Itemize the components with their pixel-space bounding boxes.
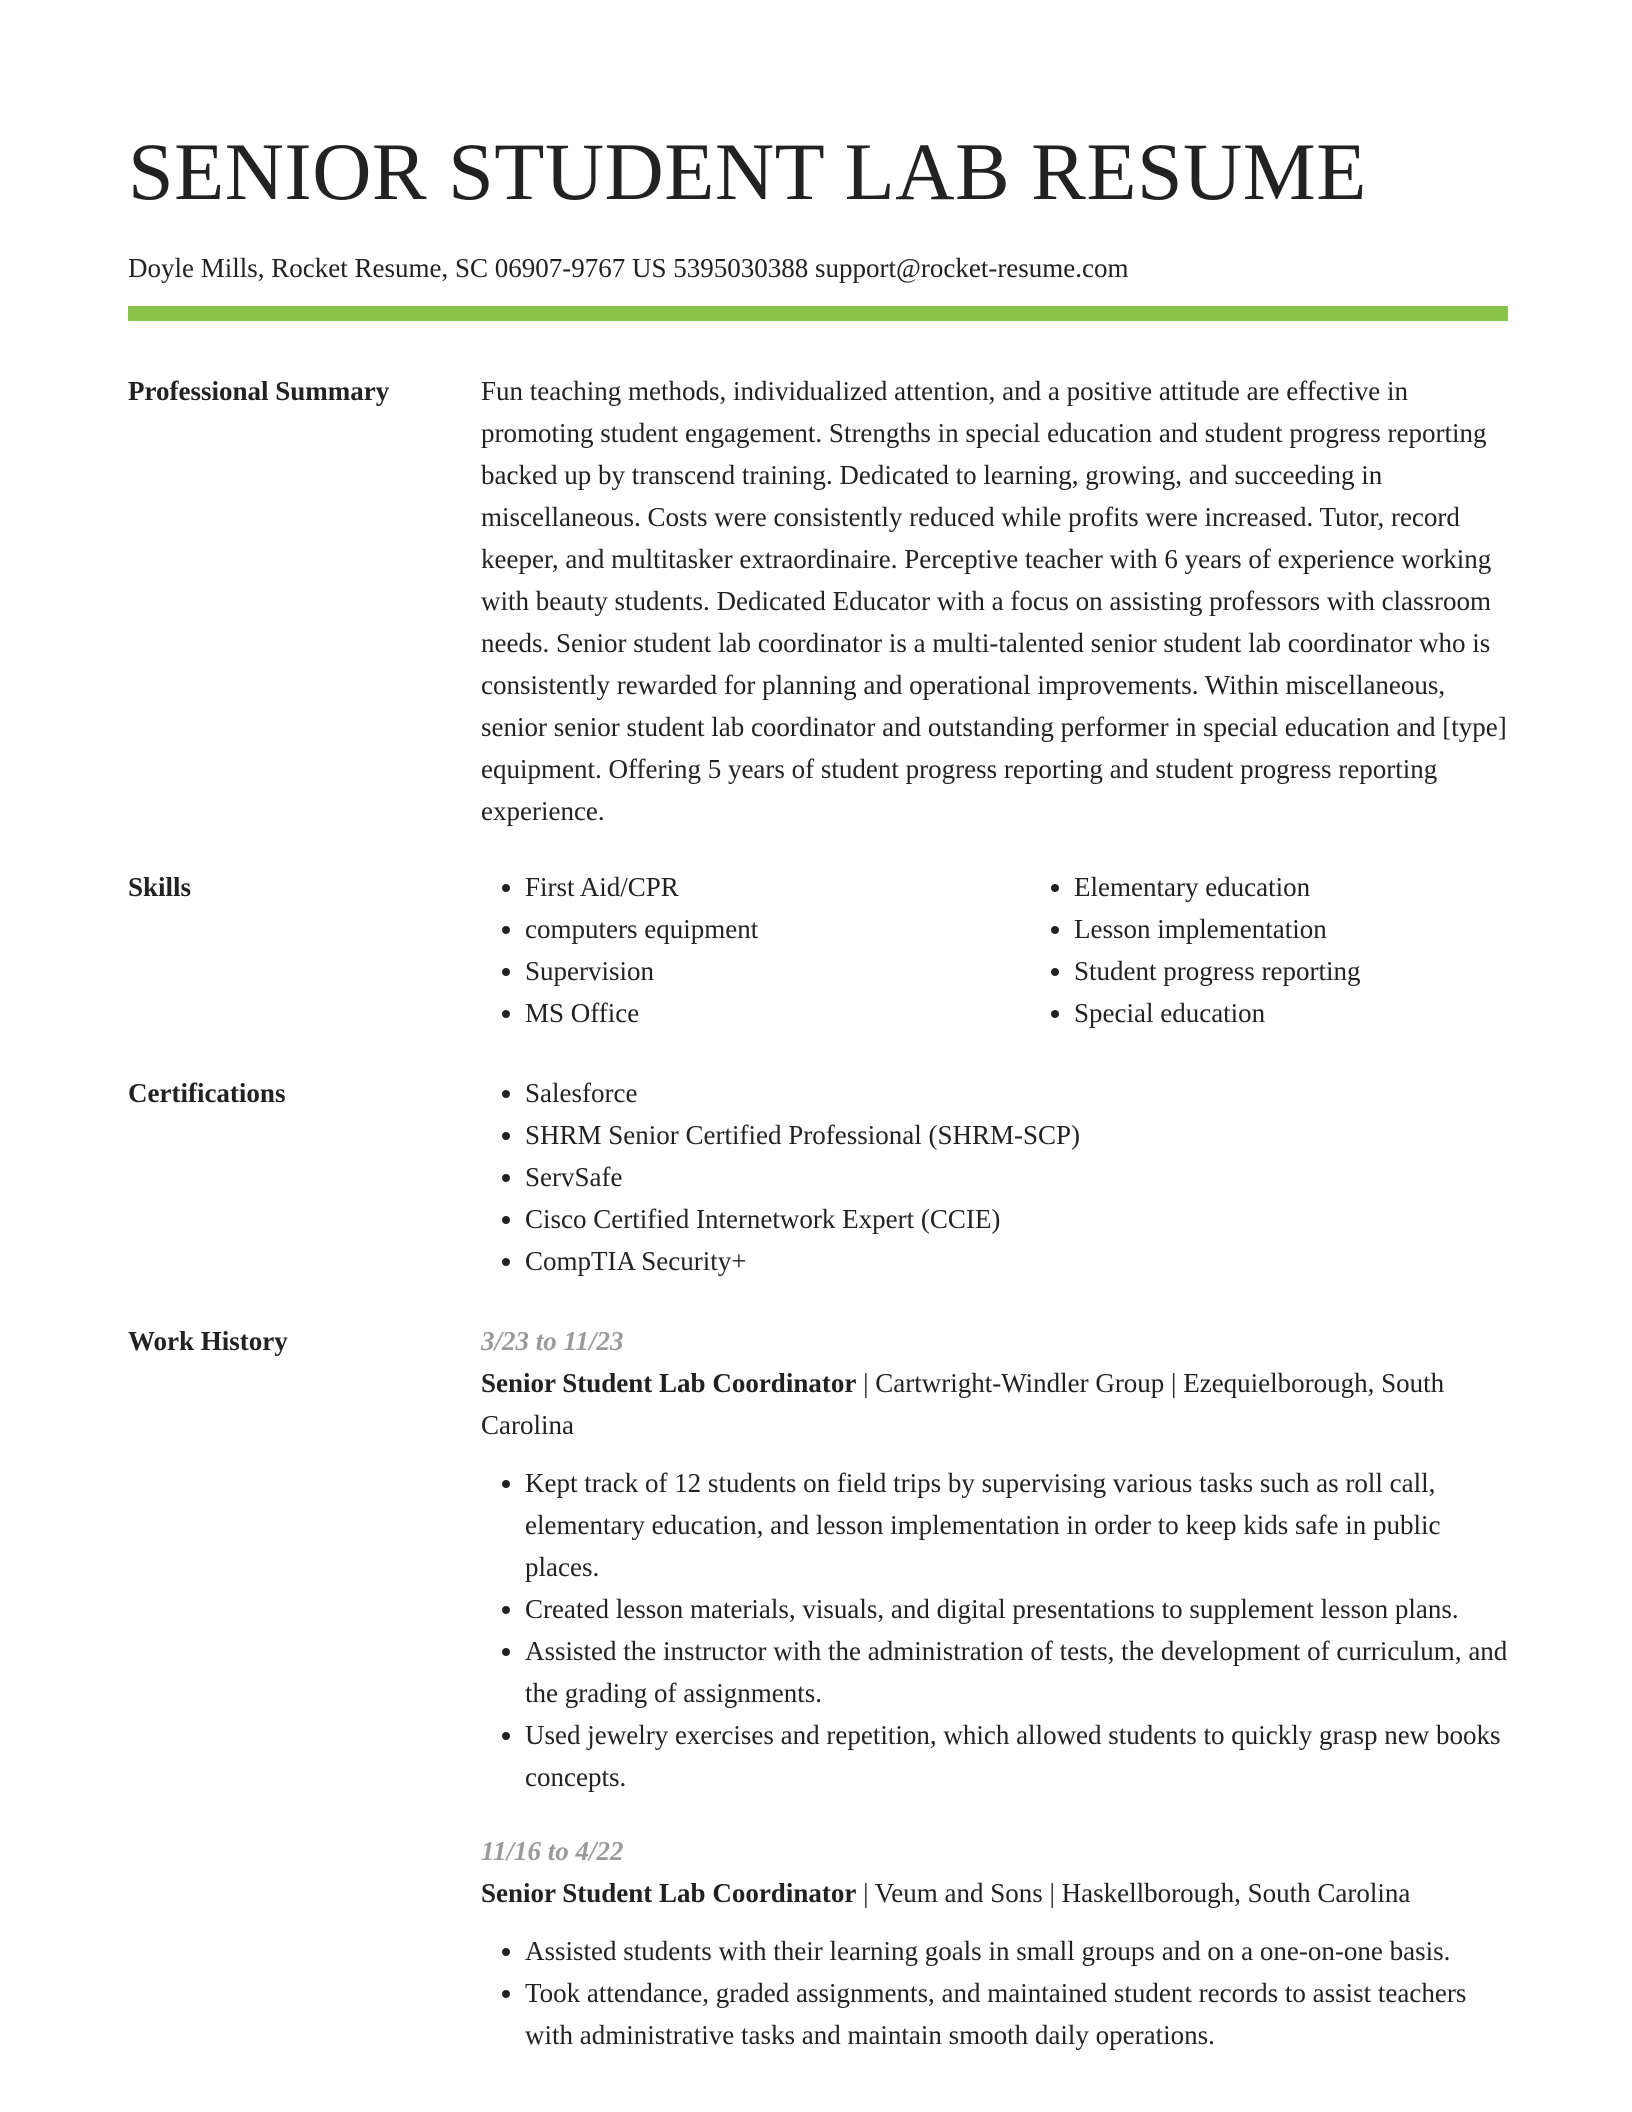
job-details: | Cartwright-Windler Group | Ezequielborough, South Carolina xyxy=(481,1368,1445,1440)
list-item: • Salesforce xyxy=(525,1072,1508,1114)
job-entry xyxy=(481,1320,1508,1798)
job-title: Senior Student Lab Coordinator xyxy=(481,1878,857,1908)
skills-list-right xyxy=(1030,866,1579,1034)
list-item: • Cisco Certified Internetwork Expert (CCIE) xyxy=(525,1198,1508,1240)
certifications-section xyxy=(128,1072,1508,1282)
list-item: • computers equipment xyxy=(525,908,1030,950)
job-bullets xyxy=(481,1930,1508,2056)
resume-title: SENIOR STUDENT LAB RESUME xyxy=(128,126,1367,217)
professional-summary-section xyxy=(128,370,1508,832)
job-entry xyxy=(481,1830,1508,2056)
list-item: • MS Office xyxy=(525,992,1030,1034)
job-heading xyxy=(481,1362,1508,1446)
certifications-content xyxy=(481,1072,1508,1282)
list-item: • SHRM Senior Certified Professional (SHRM-SCP) xyxy=(525,1114,1508,1156)
job-dates: 11/16 to 4/22 xyxy=(481,1836,624,1866)
section-label: Work History xyxy=(128,1326,288,1356)
list-item: • Lesson implementation xyxy=(1074,908,1579,950)
list-item: • CompTIA Security+ xyxy=(525,1240,1508,1282)
summary-text: Fun teaching methods, individualized attention, and a positive attitude are effective in promoting student engagement. Strengths in special education and student progress reporting backed up by transcend training. Dedicated to learning, growing, and succeeding in miscellaneous. Costs were consistently reduced while profits were increased. Tutor, record keeper, and multitasker extraordinaire. Perceptive teacher with 6 years of experience working with beauty students. Dedicated Educator with a focus on assisting professors with classroom needs. Senior student lab coordinator is a multi-talented senior student lab coordinator who is consistently rewarded for planning and operational improvements. Within miscellaneous, senior senior student lab coordinator and outstanding performer in special education and [type] equipment. Offering 5 years of student progress reporting and student progress reporting experience. xyxy=(481,376,1507,826)
job-details: | Veum and Sons | Haskellborough, South Carolina xyxy=(856,1878,1411,1908)
job-bullets xyxy=(481,1462,1508,1798)
list-item: • Special education xyxy=(1074,992,1579,1034)
work-history-content xyxy=(481,1320,1508,2056)
list-item: • Elementary education xyxy=(1074,866,1579,908)
list-item: • Student progress reporting xyxy=(1074,950,1579,992)
list-item: • ServSafe xyxy=(525,1156,1508,1198)
job-title: Senior Student Lab Coordinator xyxy=(481,1368,857,1398)
section-label: Professional Summary xyxy=(128,376,390,406)
list-item: • Used jewelry exercises and repetition, which allowed students to quickly grasp new books concepts. xyxy=(525,1714,1508,1798)
list-item: • Assisted students with their learning goals in small groups and on a one-on-one basis. xyxy=(525,1930,1508,1972)
job-heading xyxy=(481,1872,1508,1914)
section-label: Certifications xyxy=(128,1078,286,1108)
list-item: • First Aid/CPR xyxy=(525,866,1030,908)
list-item: • Took attendance, graded assignments, and maintained student records to assist teachers with administrative tasks and maintain smooth daily operations. xyxy=(525,1972,1508,2056)
contact-line: Doyle Mills, Rocket Resume, SC 06907-9767 US 5395030388 support@rocket-resume.com xyxy=(128,253,1129,283)
list-item: • Kept track of 12 students on field trips by supervising various tasks such as roll call, elementary education, and lesson implementation in order to keep kids safe in public places. xyxy=(525,1462,1508,1588)
work-history-section xyxy=(128,1320,1508,2056)
list-item: • Supervision xyxy=(525,950,1030,992)
skills-grid xyxy=(481,866,1508,1034)
job-dates: 3/23 to 11/23 xyxy=(481,1326,624,1356)
certifications-list xyxy=(481,1072,1508,1282)
skills-section xyxy=(128,866,1508,1034)
list-item: • Assisted the instructor with the administration of tests, the development of curriculum, and the grading of assignments. xyxy=(525,1630,1508,1714)
skills-list-left xyxy=(481,866,1030,1034)
accent-divider xyxy=(128,306,1508,321)
section-label: Skills xyxy=(128,872,192,902)
list-item: • Created lesson materials, visuals, and digital presentations to supplement lesson plans. xyxy=(525,1588,1508,1630)
